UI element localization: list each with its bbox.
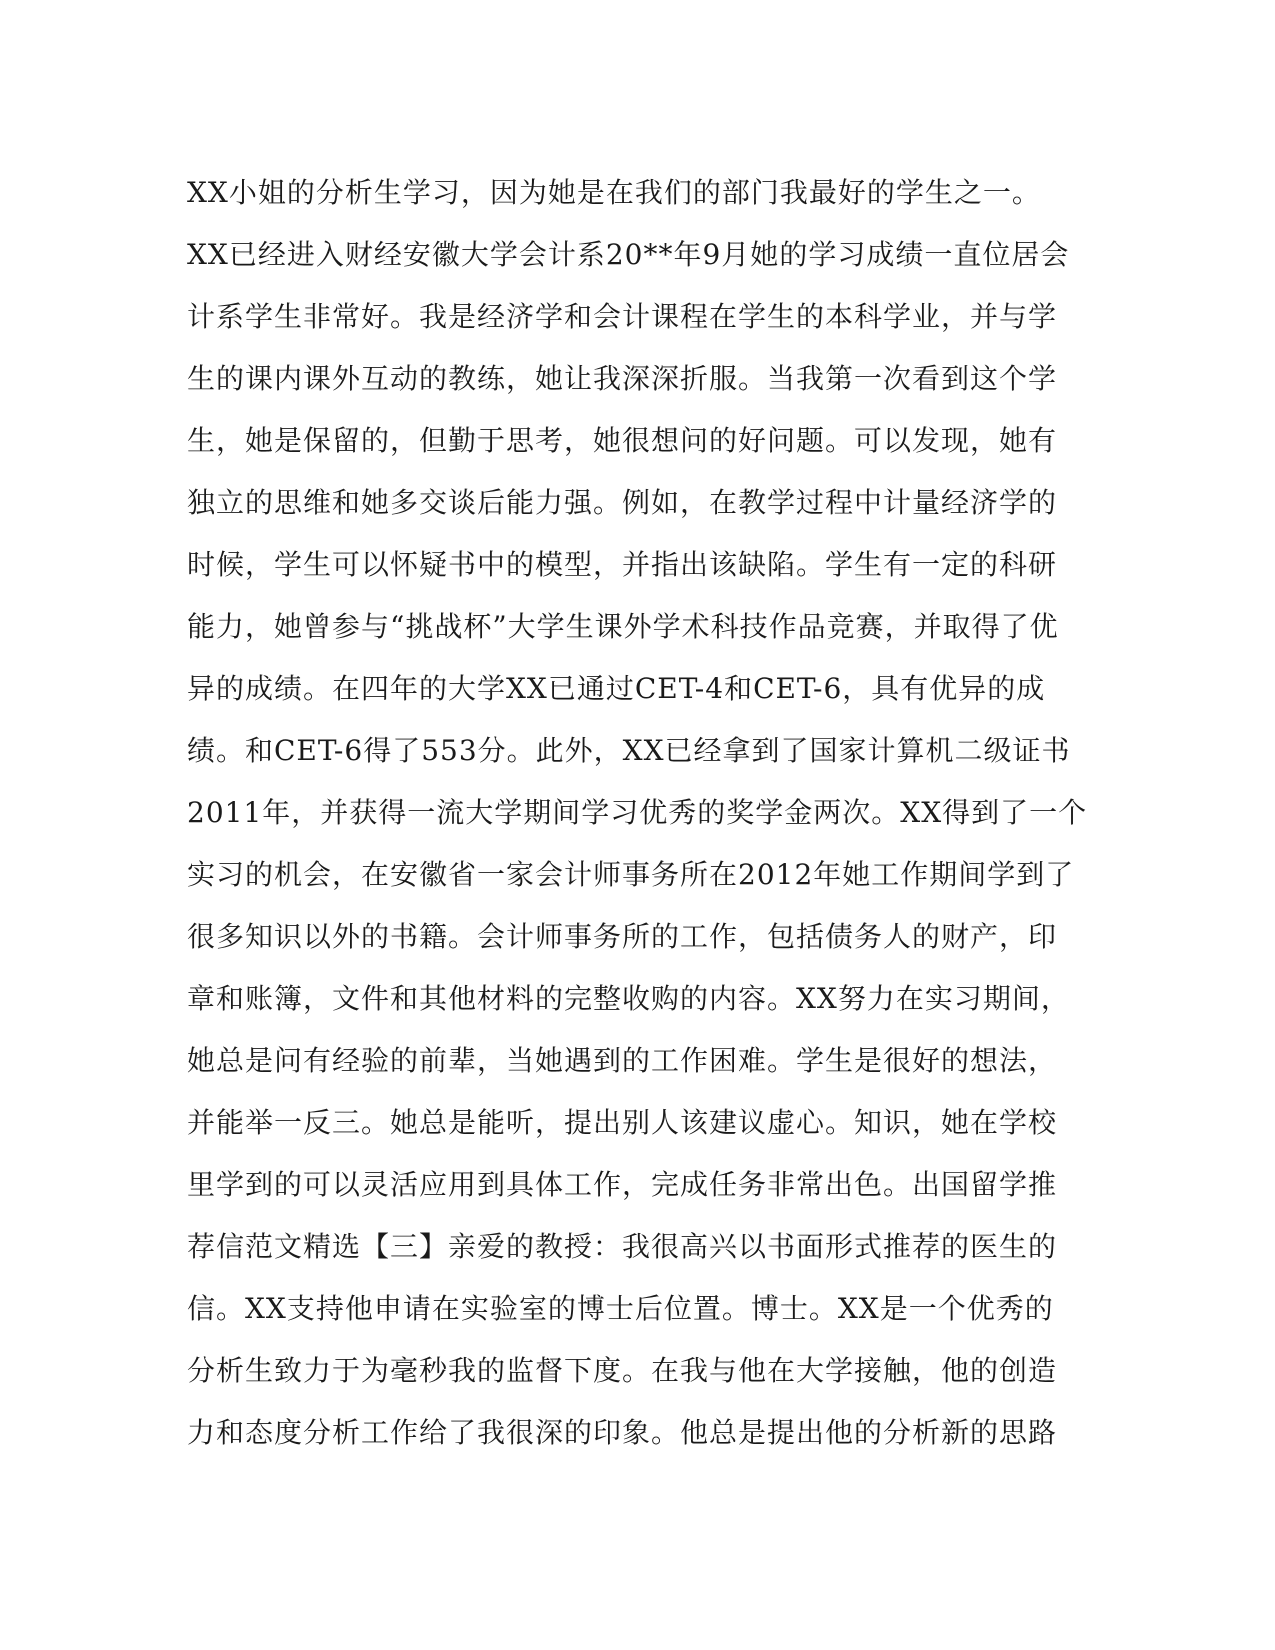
text-line: 能力，她曾参与“挑战杯”大学生课外学术科技作品竞赛，并取得了优 (187, 610, 1059, 643)
text-line: 分析生致力于为毫秒我的监督下度。在我与他在大学接触，他的创造 (187, 1354, 1058, 1387)
text-line: 信。XX支持他申请在实验室的博士后位置。博士。XX是一个优秀的 (187, 1292, 1054, 1325)
text-line: 时候，学生可以怀疑书中的模型，并指出该缺陷。学生有一定的科研 (187, 548, 1058, 581)
text-line: 计系学生非常好。我是经济学和会计课程在学生的本科学业，并与学 (187, 300, 1058, 333)
text-line: XX已经进入财经安徽大学会计系20**年9月她的学习成绩一直位居会 (187, 238, 1070, 271)
text-line: 2011年，并获得一流大学期间学习优秀的奖学金两次。XX得到了一个 (187, 796, 1088, 829)
text-line: 绩。和CET-6得了553分。此外，XX已经拿到了国家计算机二级证书 (187, 734, 1071, 767)
text-line: XX小姐的分析生学习，因为她是在我们的部门我最好的学生之一。 (187, 176, 1041, 209)
text-line: 力和态度分析工作给了我很深的印象。他总是提出他的分析新的思路 (187, 1416, 1058, 1449)
text-line: 异的成绩。在四年的大学XX已通过CET-4和CET-6，具有优异的成 (187, 672, 1046, 705)
text-line: 荐信范文精选【三】亲爱的教授：我很高兴以书面形式推荐的医生的 (187, 1230, 1058, 1263)
text-line: 章和账簿，文件和其他材料的完整收购的内容。XX努力在实习期间， (187, 982, 1070, 1015)
text-line: 生的课内课外互动的教练，她让我深深折服。当我第一次看到这个学 (187, 362, 1058, 395)
document-body (187, 162, 1087, 1464)
text-line: 并能举一反三。她总是能听，提出别人该建议虚心。知识，她在学校 (187, 1106, 1058, 1139)
text-line: 很多知识以外的书籍。会计师事务所的工作，包括债务人的财产，印 (187, 920, 1058, 953)
text-line: 里学到的可以灵活应用到具体工作，完成任务非常出色。出国留学推 (187, 1168, 1058, 1201)
text-line: 生，她是保留的，但勤于思考，她很想问的好问题。可以发现，她有 (187, 424, 1058, 457)
text-line: 独立的思维和她多交谈后能力强。例如，在教学过程中计量经济学的 (187, 486, 1058, 519)
text-line: 实习的机会，在安徽省一家会计师事务所在2012年她工作期间学到了 (187, 858, 1075, 891)
text-line: 她总是问有经验的前辈，当她遇到的工作困难。学生是很好的想法， (187, 1044, 1058, 1077)
